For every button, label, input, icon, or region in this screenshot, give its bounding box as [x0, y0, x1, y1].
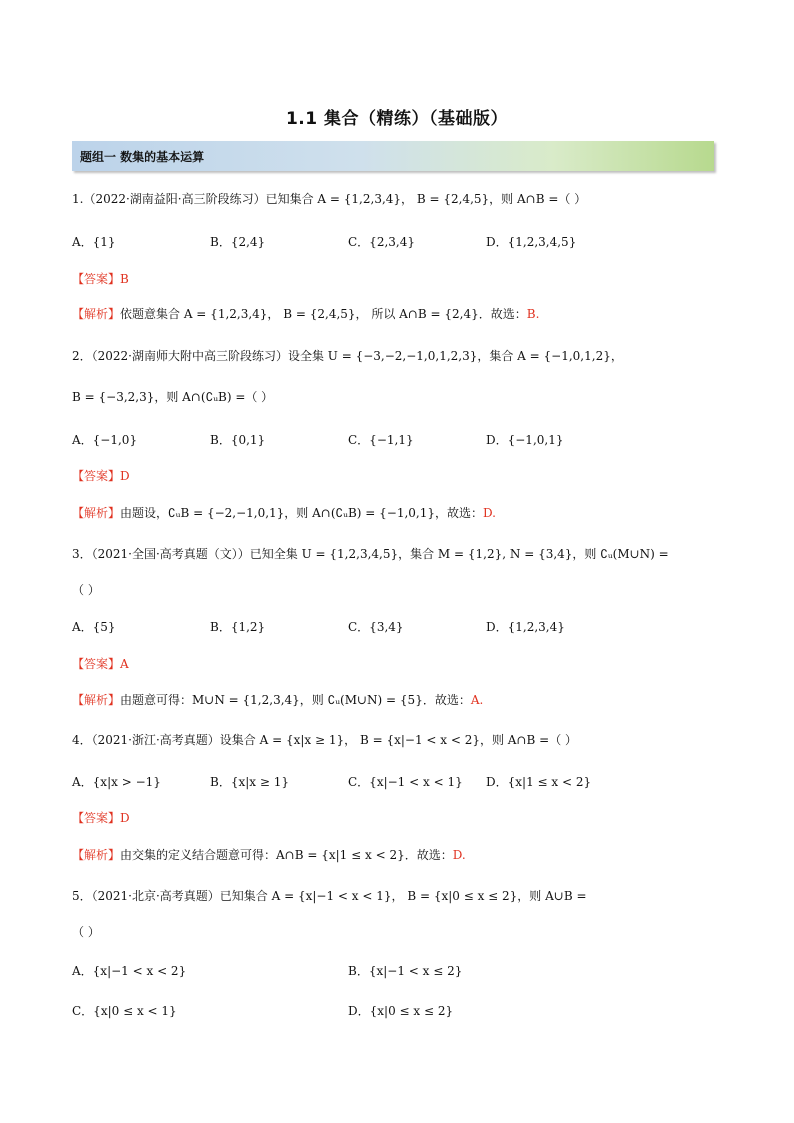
question-4-option-b: B．{x|x ≥ 1} [210, 775, 289, 789]
question-3-stem-line2: （ ） [72, 583, 100, 597]
question-1-answer [72, 270, 129, 287]
answer-label: 【答案】 [72, 657, 121, 671]
question-5-option-d: D．{x|0 ≤ x ≤ 2} [348, 1004, 454, 1018]
answer-value: A [120, 657, 129, 671]
answer-value: D [120, 811, 130, 825]
question-2-answer [72, 467, 130, 484]
question-4-analysis [72, 846, 466, 863]
analysis-text: 依题意集合 A = {1,2,3,4}， B = {2,4,5}， 所以 A∩B = {2,4}．故选： [120, 307, 527, 321]
question-2-option-a: A．{−1,0} [72, 433, 138, 447]
question-1-option-c: C．{2,3,4} [348, 235, 415, 249]
question-1-stem: 1.（2022·湖南益阳·高三阶段练习）已知集合 A = {1,2,3,4}， B = {2,4,5}，则 A∩B =（ ） [72, 192, 587, 206]
analysis-choice: B. [526, 307, 540, 321]
question-5-stem-line1: 5．（2021·北京·高考真题）已知集合 A = {x|−1 < x < 1}， B = {x|0 ≤ x ≤ 2}，则 A∪B = [72, 889, 587, 903]
section-banner-label: 题组一 数集的基本运算 [80, 150, 205, 164]
question-3-option-a: A．{5} [72, 620, 116, 634]
question-1-option-d: D．{1,2,3,4,5} [486, 235, 577, 249]
answer-label: 【答案】 [72, 811, 121, 825]
question-2-stem-line1: 2．（2022·湖南师大附中高三阶段练习）设全集 U = {−3,−2,−1,0,1,2,3}，集合 A = {−1,0,1,2}， [72, 349, 623, 363]
question-4-answer [72, 809, 130, 826]
question-2-analysis [72, 504, 496, 521]
analysis-label: 【解析】 [72, 506, 121, 520]
analysis-text: 由交集的定义结合题意可得：A∩B = {x|1 ≤ x < 2}．故选： [120, 848, 453, 862]
analysis-label: 【解析】 [72, 693, 121, 707]
question-4-option-c: C．{x|−1 < x < 1} [348, 775, 463, 789]
question-5-option-c: C．{x|0 ≤ x < 1} [72, 1004, 177, 1018]
analysis-label: 【解析】 [72, 307, 121, 321]
question-5-option-a: A．{x|−1 < x < 2} [72, 964, 187, 978]
answer-value: B [120, 272, 129, 286]
question-3-option-d: D．{1,2,3,4} [486, 620, 565, 634]
question-3-option-b: B．{1,2} [210, 620, 266, 634]
question-2-option-c: C．{−1,1} [348, 433, 414, 447]
answer-label: 【答案】 [72, 469, 121, 483]
answer-value: D [120, 469, 130, 483]
question-3-option-c: C．{3,4} [348, 620, 404, 634]
analysis-text: 由题意可得：M∪N = {1,2,3,4}，则 ∁ᵤ(M∪N) = {5}．故选： [120, 693, 471, 707]
question-3-stem-line1: 3．（2021·全国·高考真题（文））已知全集 U = {1,2,3,4,5}，集合 M = {1,2}, N = {3,4}，则 ∁ᵤ(M∪N) = [72, 547, 669, 561]
analysis-text: 由题设，∁ᵤB = {−2,−1,0,1}，则 A∩(∁ᵤB) = {−1,0,1}，故选： [120, 506, 483, 520]
page-title: 1.1 集合（精练）（基础版） [285, 109, 509, 129]
question-2-stem-line2: B = {−3,2,3}，则 A∩(∁ᵤB) =（ ） [72, 390, 274, 404]
analysis-label: 【解析】 [72, 848, 121, 862]
question-5-stem-line2: （ ） [72, 925, 100, 939]
question-2-option-d: D．{−1,0,1} [486, 433, 564, 447]
question-1-analysis [72, 305, 539, 322]
question-5-option-b: B．{x|−1 < x ≤ 2} [348, 964, 463, 978]
question-1-option-b: B．{2,4} [210, 235, 266, 249]
question-3-answer [72, 655, 129, 672]
question-1-option-a: A．{1} [72, 235, 116, 249]
question-4-stem: 4．（2021·浙江·高考真题）设集合 A = {x|x ≥ 1}， B = {x|−1 < x < 2}，则 A∩B =（ ） [72, 733, 578, 747]
section-banner [72, 141, 714, 171]
question-3-analysis [72, 691, 483, 708]
analysis-choice: D. [482, 506, 496, 520]
question-2-option-b: B．{0,1} [210, 433, 266, 447]
analysis-choice: A. [470, 693, 484, 707]
answer-label: 【答案】 [72, 272, 121, 286]
question-4-option-d: D．{x|1 ≤ x < 2} [486, 775, 592, 789]
analysis-choice: D. [452, 848, 466, 862]
question-4-option-a: A．{x|x > −1} [72, 775, 161, 789]
